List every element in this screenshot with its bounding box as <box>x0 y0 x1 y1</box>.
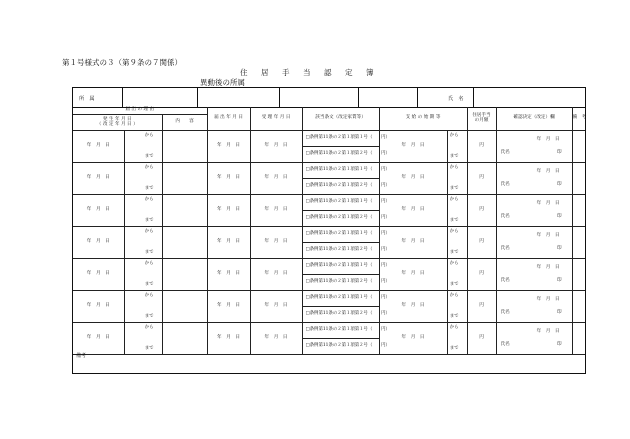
clause-checkbox-1[interactable]: □条例第11条の２第１項第１号（ 円） <box>302 227 379 243</box>
until-text: まで <box>144 186 154 192</box>
clause-checkbox-1[interactable]: □条例第11条の２第１項第１号（ 円） <box>302 195 379 211</box>
occurrence-range-cell <box>124 291 162 323</box>
date-text: 年 月 日 <box>536 136 560 142</box>
allowance-amount-cell <box>467 131 496 163</box>
until-text: まで <box>144 282 154 288</box>
allowance-amount-cell <box>467 259 496 291</box>
occurrence-date-cell <box>73 195 124 227</box>
until-text: まで <box>449 250 459 256</box>
notification-date-cell <box>207 227 250 259</box>
from-text: から <box>449 260 459 266</box>
clause-checkbox-1[interactable]: □条例第11条の２第１項第１号（ 円） <box>302 163 379 179</box>
date-text: 年 月 日 <box>264 207 288 213</box>
payment-range-cell <box>447 259 467 291</box>
until-text: まで <box>449 346 459 352</box>
from-text: から <box>449 228 459 234</box>
from-text: から <box>144 260 154 266</box>
clause-checkbox-2[interactable]: □条例第11条の２第１項第２号（ 円） <box>302 275 379 291</box>
content-cell <box>162 195 207 227</box>
occurrence-range-cell <box>124 259 162 291</box>
yen-unit: 円 <box>479 271 484 277</box>
date-text: 年 月 日 <box>401 335 425 341</box>
confirmation-cell <box>496 227 572 259</box>
date-text: 年 月 日 <box>86 303 110 309</box>
name-text: 氏名 <box>500 341 510 347</box>
seal-mark: 印 <box>556 341 562 347</box>
date-text: 年 月 日 <box>401 271 425 277</box>
clause-checkbox-2[interactable]: □条例第11条の２第１項第２号（ 円） <box>302 211 379 227</box>
date-text: 年 月 日 <box>217 175 240 181</box>
yen-unit: 円 <box>479 175 484 181</box>
occurrence-range-cell <box>124 195 162 227</box>
notification-date-cell <box>207 195 250 227</box>
from-text: から <box>144 324 154 330</box>
clause-checkbox-1[interactable]: □条例第11条の２第１項第１号（ 円） <box>302 259 379 275</box>
date-text: 年 月 日 <box>536 296 560 302</box>
occurrence-date-cell <box>73 291 124 323</box>
date-text: 年 月 日 <box>536 232 560 238</box>
until-text: まで <box>144 346 154 352</box>
occurrence-range-cell <box>124 163 162 195</box>
confirmation-cell <box>496 259 572 291</box>
from-text: から <box>449 292 459 298</box>
occurrence-date-cell <box>73 259 124 291</box>
until-text: まで <box>144 154 154 160</box>
yen-unit: 円 <box>479 239 484 245</box>
receipt-date-cell <box>250 259 302 291</box>
remarks-cell <box>572 259 585 291</box>
until-text: まで <box>449 154 459 160</box>
date-text: 年 月 日 <box>264 239 288 245</box>
until-text: まで <box>449 314 459 320</box>
receipt-date-cell <box>250 131 302 163</box>
name-text: 氏名 <box>500 309 510 315</box>
yen-unit: 円 <box>479 335 484 341</box>
occurrence-range-cell <box>124 131 162 163</box>
clause-checkbox-2[interactable]: □条例第11条の２第１項第２号（ 円） <box>302 307 379 323</box>
date-text: 年 月 日 <box>401 239 425 245</box>
name-text: 氏名 <box>500 277 510 283</box>
date-text: 年 月 日 <box>217 271 240 277</box>
payment-range-cell <box>447 291 467 323</box>
clause-checkbox-1[interactable]: □条例第11条の２第１項第１号（ 円） <box>302 291 379 307</box>
column-header-notification-date: 届 出 年 月 日 <box>207 107 250 131</box>
name-text: 氏名 <box>500 149 510 155</box>
seal-mark: 印 <box>556 149 562 155</box>
until-text: まで <box>144 250 154 256</box>
name-text: 氏名 <box>500 213 510 219</box>
content-cell <box>162 131 207 163</box>
clause-checkbox-1[interactable]: □条例第11条の２第１項第１号（ 円） <box>302 323 379 339</box>
form-subtitle: 異動後の所属 <box>200 78 245 87</box>
notification-date-cell <box>207 131 250 163</box>
date-text: 年 月 日 <box>264 175 288 181</box>
date-text: 年 月 日 <box>264 335 288 341</box>
content-cell <box>162 291 207 323</box>
divider <box>279 88 280 107</box>
from-text: から <box>449 196 459 202</box>
seal-mark: 印 <box>556 213 562 219</box>
until-text: まで <box>449 186 459 192</box>
register-table-frame <box>72 87 586 374</box>
content-cell <box>162 259 207 291</box>
date-text: 年 月 日 <box>401 207 425 213</box>
from-text: から <box>144 228 154 234</box>
column-header-remarks: 備 考 <box>572 107 585 131</box>
receipt-date-cell <box>250 291 302 323</box>
clause-checkbox-2[interactable]: □条例第11条の２第１項第２号（ 円） <box>302 339 379 355</box>
from-text: から <box>144 292 154 298</box>
from-text: から <box>144 132 154 138</box>
seal-mark: 印 <box>556 181 562 187</box>
form-number: 第１号様式の３（第９条の７関係） <box>62 58 182 67</box>
receipt-date-cell <box>250 227 302 259</box>
footer-remarks-label: 備考 <box>76 353 87 359</box>
name-label: 氏 名 <box>448 96 464 102</box>
affiliation-header-row <box>73 88 585 108</box>
column-header-reason-group: 届 出 の 理 由 <box>73 107 207 115</box>
allowance-amount-cell <box>467 227 496 259</box>
until-text: まで <box>144 314 154 320</box>
divider <box>473 88 474 107</box>
remarks-cell <box>572 131 585 163</box>
remarks-cell <box>572 163 585 195</box>
date-text: 年 月 日 <box>217 303 240 309</box>
date-text: 年 月 日 <box>86 271 110 277</box>
date-text: 年 月 日 <box>217 239 240 245</box>
date-text: 年 月 日 <box>536 328 560 334</box>
date-text: 年 月 日 <box>264 143 288 149</box>
date-text: 年 月 日 <box>401 303 425 309</box>
form-title: 住居手当認定簿 <box>240 68 387 77</box>
occurrence-date-cell <box>73 131 124 163</box>
from-text: から <box>449 132 459 138</box>
remarks-cell <box>572 227 585 259</box>
divider <box>358 88 359 107</box>
until-text: まで <box>449 282 459 288</box>
from-text: から <box>449 324 459 330</box>
name-text: 氏名 <box>500 245 510 251</box>
confirmation-cell <box>496 291 572 323</box>
payment-range-cell <box>447 195 467 227</box>
date-text: 年 月 日 <box>217 143 240 149</box>
from-text: から <box>144 196 154 202</box>
column-header-payment-start: 支 給 の 始 期 等 <box>379 107 467 131</box>
payment-range-cell <box>447 131 467 163</box>
column-header-receipt-date: 受 理 年 月 日 <box>250 107 302 131</box>
table-row <box>73 291 585 307</box>
date-text: 年 月 日 <box>86 175 110 181</box>
date-text: 年 月 日 <box>86 143 110 149</box>
clause-checkbox-2[interactable]: □条例第11条の２第１項第２号（ 円） <box>302 179 379 195</box>
yen-unit: 円 <box>479 207 484 213</box>
seal-mark: 印 <box>556 309 562 315</box>
content-cell <box>162 227 207 259</box>
confirmation-cell <box>496 195 572 227</box>
date-text: 年 月 日 <box>536 200 560 206</box>
occurrence-date-cell <box>73 163 124 195</box>
from-text: から <box>449 164 459 170</box>
allowance-amount-cell <box>467 195 496 227</box>
column-header-confirmation: 確認決定（改定）欄 <box>496 107 572 131</box>
payment-range-cell <box>447 227 467 259</box>
clause-checkbox-2[interactable]: □条例第11条の２第１項第２号（ 円） <box>302 147 379 163</box>
date-text: 年 月 日 <box>86 239 110 245</box>
remarks-cell <box>572 195 585 227</box>
notification-date-cell <box>207 163 250 195</box>
notification-date-cell <box>207 259 250 291</box>
column-header-applicable-clause: 該当条文（改定家賃等） <box>302 107 379 131</box>
revision-date-label: （ 改 定 年 月 日 ） <box>96 121 138 127</box>
date-text: 年 月 日 <box>401 175 425 181</box>
column-header-allowance <box>467 107 496 131</box>
date-text: 年 月 日 <box>536 264 560 270</box>
occurrence-range-cell <box>124 227 162 259</box>
date-text: 年 月 日 <box>264 303 288 309</box>
date-text: 年 月 日 <box>536 168 560 174</box>
remarks-cell <box>572 291 585 323</box>
notification-date-cell <box>207 291 250 323</box>
table-row <box>73 195 585 211</box>
date-text: 年 月 日 <box>401 143 425 149</box>
date-text: 年 月 日 <box>217 207 240 213</box>
until-text: まで <box>449 218 459 224</box>
table-row <box>73 163 585 179</box>
content-cell <box>162 163 207 195</box>
seal-mark: 印 <box>556 277 562 283</box>
clause-checkbox-2[interactable]: □条例第11条の２第１項第２号（ 円） <box>302 243 379 259</box>
confirmation-cell <box>496 163 572 195</box>
divider <box>122 88 123 107</box>
table-row <box>73 323 585 339</box>
receipt-date-cell <box>250 195 302 227</box>
from-text: から <box>144 164 154 170</box>
allowance-label: 住居手当 <box>472 112 491 118</box>
yen-unit: 円 <box>479 303 484 309</box>
column-header-content: 内 容 <box>162 115 207 131</box>
allowance-sublabel: の月額 <box>474 117 489 123</box>
allowance-amount-cell <box>467 291 496 323</box>
until-text: まで <box>144 218 154 224</box>
occurrence-date-label: 発 生 年 月 日 <box>102 116 132 122</box>
receipt-date-cell <box>250 163 302 195</box>
date-text: 年 月 日 <box>217 335 240 341</box>
date-text: 年 月 日 <box>86 335 110 341</box>
table-row <box>73 131 585 147</box>
divider <box>417 88 418 107</box>
name-text: 氏名 <box>500 181 510 187</box>
confirmation-cell <box>496 131 572 163</box>
clause-checkbox-1[interactable]: □条例第11条の２第１項第１号（ 円） <box>302 131 379 147</box>
seal-mark: 印 <box>556 245 562 251</box>
table-row <box>73 227 585 243</box>
affiliation-label: 所 属 <box>79 96 95 102</box>
table-row <box>73 259 585 275</box>
divider <box>197 88 198 107</box>
occurrence-date-cell <box>73 227 124 259</box>
date-text: 年 月 日 <box>86 207 110 213</box>
allowance-amount-cell <box>467 163 496 195</box>
yen-unit: 円 <box>479 143 484 149</box>
payment-range-cell <box>447 163 467 195</box>
register-grid <box>73 107 585 355</box>
column-header-occurrence-date <box>73 115 162 131</box>
date-text: 年 月 日 <box>264 271 288 277</box>
